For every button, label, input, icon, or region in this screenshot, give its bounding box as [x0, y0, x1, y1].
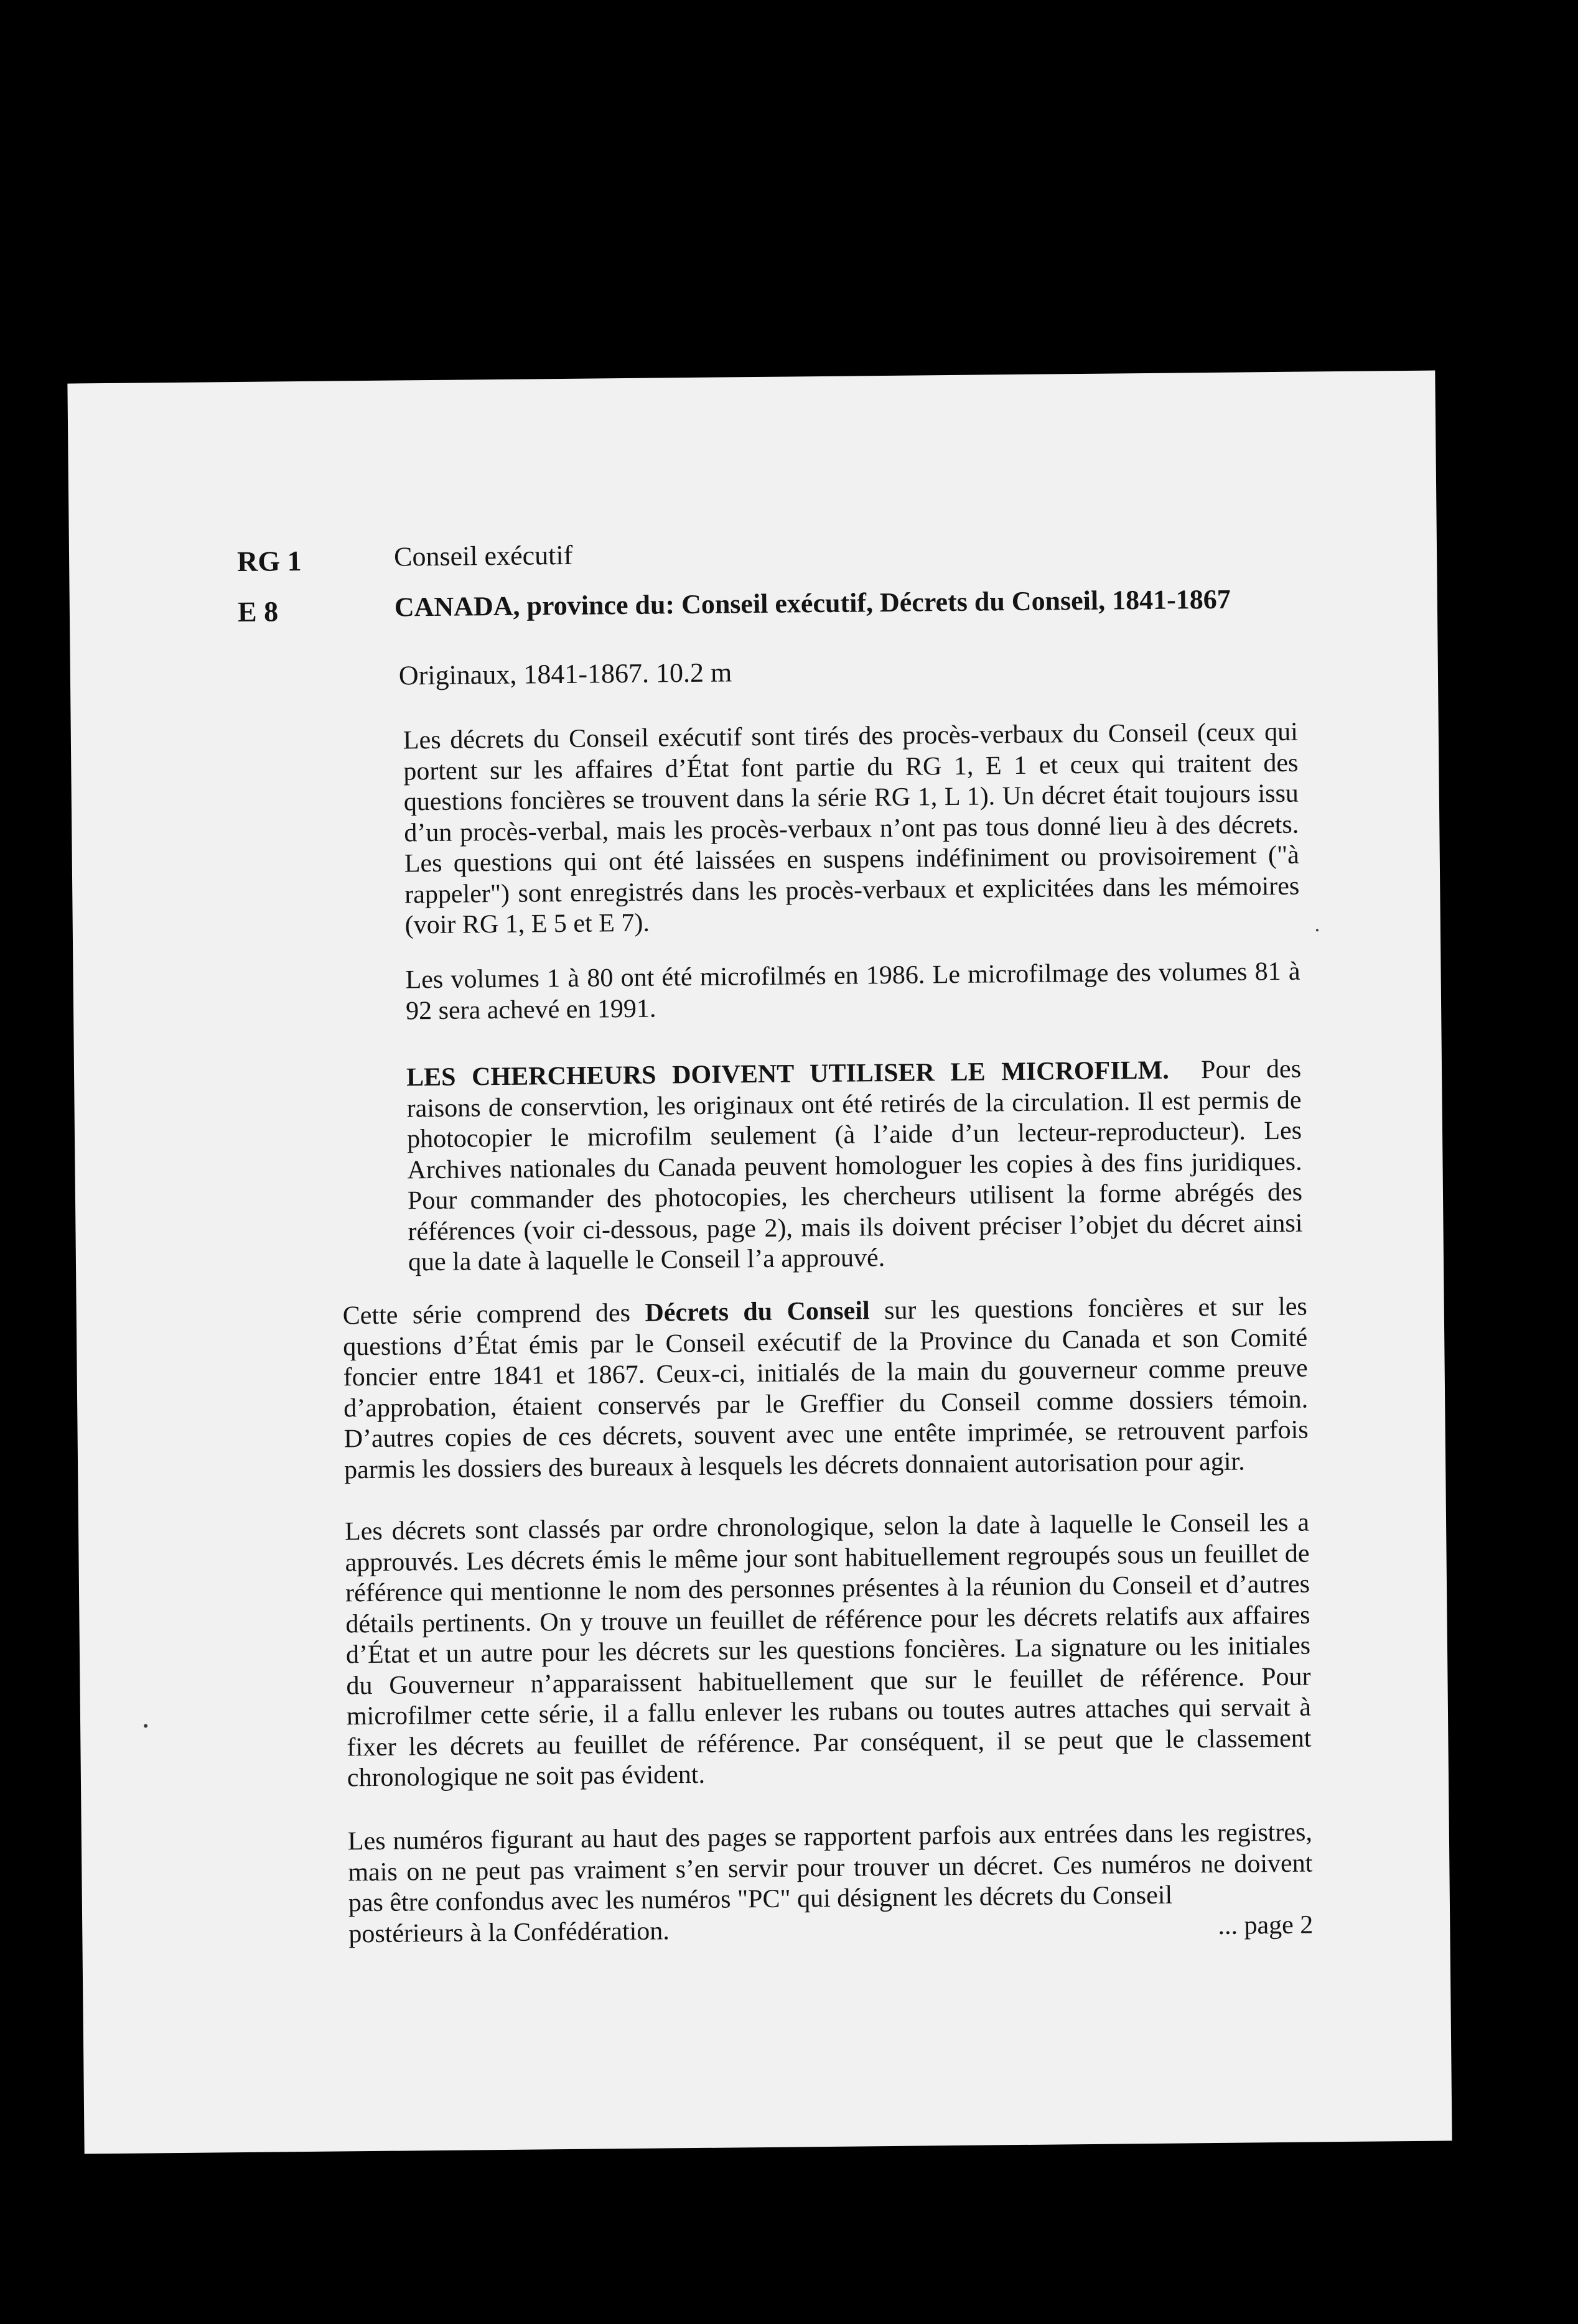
record-group-code: RG 1 [236, 545, 302, 578]
extent-statement: Originaux, 1841-1867. 10.2 m [398, 657, 732, 691]
scope-bold-term: Décrets du Conseil [645, 1296, 870, 1327]
series-code: E 8 [237, 595, 279, 628]
scope-text-after: sur les questions foncières et sur les questions d’État émis par le Conseil exécutif de la Province du Canada et son Comité foncier entre 1841 et 1867. Ceux-ci, initialés de la main du gouverneur comme preuve d’approbation, étaient conservés par le Greffier du Conseil comme dossiers témoin. D’autres copies de ces décrets, souvent avec une entête imprimée, se retrouvent parfois parmis les dossiers des bureaux à lesquels les décrets donnaient autorisation pour agir. [343, 1292, 1309, 1484]
warning-body: Pour des raisons de conservtion, les originaux ont été retirés de la circulation. Il est permis de photocopier le microfilm seulement (à l’aide d’un lecteur-reproducteur). Les Archives nationales du Canada peuvent homologuer les copies à des fins juridiques. Pour commander des photocopies, les chercheurs utilisent la forme abrégés des références (voir ci-dessous, page 2), mais ils doivent préciser l’objet du décret ainsi que la date à laquelle le Conseil l’a approuvé. [406, 1054, 1303, 1277]
continuation-note: ... page 2 [1218, 1910, 1314, 1940]
record-group-title: Conseil exécutif [393, 539, 573, 572]
scope-text-before: Cette série comprend des [342, 1299, 631, 1331]
numbers-paragraph [348, 1818, 1314, 1950]
warning-paragraph [406, 1054, 1303, 1278]
scope-paragraph [343, 1292, 1309, 1486]
microfilm-paragraph: Les volumes 1 à 80 ont été microfilmés en 1986. Le microfilmage des volumes 81 à 92 sera achevé en 1991. [405, 957, 1300, 1025]
paper-speck [144, 1724, 147, 1727]
series-title: CANADA, province du: Conseil exécutif, Décrets du Conseil, 1841-1867 [394, 583, 1231, 623]
document-sheet [67, 371, 1452, 2154]
numbers-text: Les numéros figurant au haut des pages se rapportent parfois aux entrées dans les registres, mais on ne peut pas vraiment s’en servir pour trouver un décret. Ces numéros ne doivent pas être confondus avec les numéros "PC" qui désignent les décrets du Conseil [347, 1818, 1313, 1918]
paper-speck [1316, 929, 1319, 931]
intro-paragraph: Les décrets du Conseil exécutif sont tirés des procès-verbaux du Conseil (ceux qui portent sur les affaires d’État font partie du RG 1, E 1 et ceux qui traitent des questions foncières se trouvent dans la série RG 1, L 1). Un décret était toujours issu d’un procès-verbal, mais les procès-verbaux n’ont pas tous donné lieu à des décrets. Les questions qui ont été laissées en suspens indéfiniment ou provisoirement ("à rappeler") sont enregistrés dans les procès-verbaux et explicitées dans les mémoires (voir RG 1, E 5 et E 7). [403, 717, 1300, 940]
warning-heading: LES CHERCHEURS DOIVENT UTILISER LE MICROFILM. [406, 1056, 1169, 1092]
numbers-text-end: postérieurs à la Confédération. [348, 1916, 670, 1948]
arrangement-paragraph: Les décrets sont classés par ordre chronologique, selon la date à laquelle le Conseil les a approuvés. Les décrets émis le même jour sont habituellement regroupés sous un feuillet de référence qui mentionne le nom des personnes présentes à la réunion du Conseil et d’autres détails pertinents. On y trouve un feuillet de référence pour les décrets relatifs aux affaires d’État et un autre pour les décrets sur les questions foncières. La signature ou les initiales du Gouverneur n’apparaissent habituellement que sur le feuillet de référence. Pour microfilmer cette série, il a fallu enlever les rubans ou toutes autres attaches qui servait à fixer les décrets au feuillet de référence. Par conséquent, il se peut que le classement chronologique ne soit pas évident. [344, 1508, 1312, 1793]
